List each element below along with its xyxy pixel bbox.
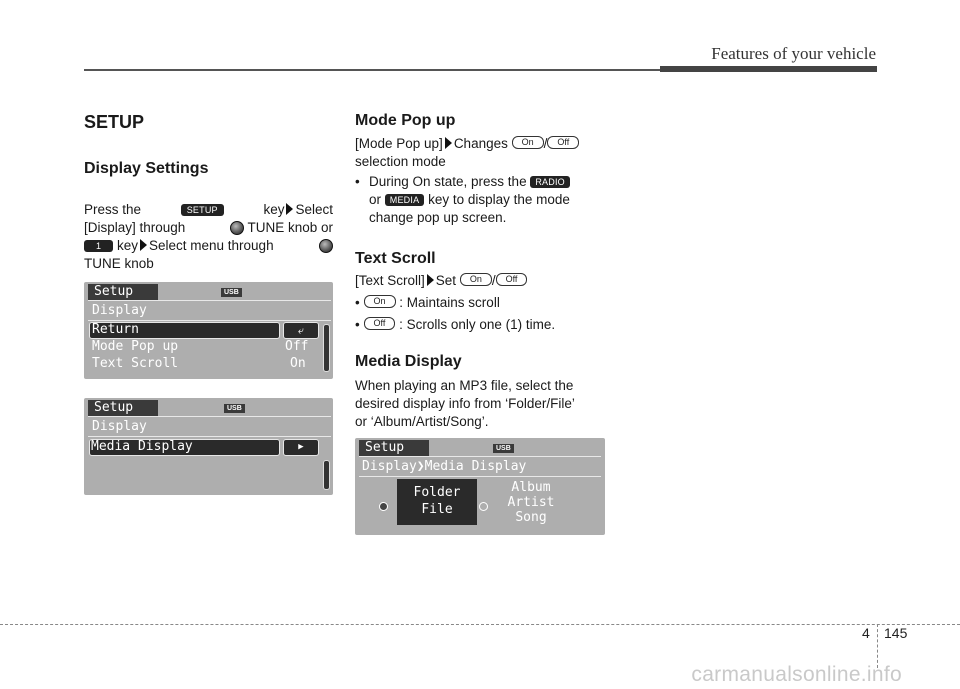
display-settings-heading: Display Settings bbox=[84, 160, 209, 177]
radio-selected-icon[interactable] bbox=[379, 502, 388, 511]
setup-key: SETUP bbox=[181, 204, 224, 216]
bullet: • bbox=[355, 295, 360, 310]
header-rule-accent bbox=[660, 66, 877, 72]
mode-popup-heading: Mode Pop up bbox=[355, 112, 456, 129]
arrow-right-icon bbox=[427, 274, 434, 286]
media-display-screen bbox=[355, 438, 605, 535]
screen-path: Display❯Media Display bbox=[362, 459, 527, 474]
option-line: Folder bbox=[413, 485, 461, 500]
page-number: 145 bbox=[884, 625, 908, 641]
off-badge: Off bbox=[547, 136, 579, 149]
text: key bbox=[263, 202, 285, 217]
menu-row-text-scroll[interactable]: Text Scroll bbox=[92, 356, 179, 371]
divider bbox=[88, 300, 331, 301]
text: [Text Scroll] bbox=[355, 273, 425, 288]
key-1: 1 bbox=[84, 240, 113, 252]
usb-badge: USB bbox=[493, 444, 514, 453]
text-scroll-body bbox=[355, 272, 610, 334]
chapter-number: 4 bbox=[862, 625, 870, 641]
screen-path: Display bbox=[92, 303, 147, 318]
off-badge: Off bbox=[364, 317, 396, 330]
on-badge: On bbox=[364, 295, 396, 308]
text: or bbox=[369, 192, 382, 207]
screen-path: Display bbox=[92, 419, 147, 434]
divider bbox=[88, 416, 331, 417]
text: TUNE knob bbox=[84, 256, 154, 271]
radio-key: RADIO bbox=[530, 176, 570, 188]
option-line: File bbox=[421, 502, 453, 517]
screen-tab: Setup bbox=[88, 284, 158, 300]
divider bbox=[88, 320, 331, 321]
text: selection mode bbox=[355, 154, 446, 169]
text: [Mode Pop up] bbox=[355, 136, 443, 151]
off-badge: Off bbox=[496, 273, 528, 286]
text: [Display] through bbox=[84, 220, 186, 235]
divider bbox=[359, 476, 601, 477]
option-line: Artist bbox=[507, 495, 555, 510]
text: desired display info from ‘Folder/File’ bbox=[355, 396, 575, 411]
media-display-body bbox=[355, 377, 610, 431]
on-badge: On bbox=[460, 273, 492, 286]
tune-knob-icon bbox=[230, 221, 244, 235]
text: key bbox=[116, 238, 138, 253]
on-badge: On bbox=[512, 136, 544, 149]
watermark: carmanualsonline.info bbox=[691, 663, 902, 686]
option-album-artist-song[interactable] bbox=[491, 479, 571, 525]
menu-row-media-display[interactable]: Media Display bbox=[91, 439, 193, 454]
text: When playing an MP3 file, select the bbox=[355, 378, 574, 393]
enter-button[interactable]: ▶ bbox=[283, 439, 319, 456]
text: Changes bbox=[453, 136, 508, 151]
text: Select menu through bbox=[149, 238, 274, 253]
display-settings-body bbox=[84, 201, 333, 273]
setup-display-screen bbox=[84, 282, 333, 379]
footer-divider bbox=[877, 624, 878, 668]
text: During On state, press the bbox=[369, 174, 527, 189]
text: / bbox=[491, 273, 496, 288]
screen-tab: Setup bbox=[88, 400, 158, 416]
header-rule bbox=[84, 69, 660, 71]
text: key to display the mode bbox=[428, 192, 570, 207]
return-button[interactable]: ⤶ bbox=[283, 322, 319, 339]
text: Select bbox=[295, 202, 333, 217]
arrow-right-icon bbox=[445, 137, 452, 149]
section-title: SETUP bbox=[84, 112, 145, 132]
divider bbox=[88, 436, 331, 437]
option-folder-file[interactable] bbox=[397, 479, 477, 525]
text: : Scrolls only one (1) time. bbox=[399, 317, 556, 332]
text: or ‘Album/Artist/Song’. bbox=[355, 414, 489, 429]
text: Set bbox=[435, 273, 457, 288]
text-scroll-heading: Text Scroll bbox=[355, 250, 436, 267]
text: : Maintains scroll bbox=[399, 295, 500, 310]
mode-popup-body bbox=[355, 135, 610, 227]
arrow-right-icon bbox=[140, 239, 147, 251]
screen-tab: Setup bbox=[359, 440, 429, 456]
text-scroll-value: On bbox=[290, 356, 306, 371]
divider bbox=[359, 456, 601, 457]
scrollbar[interactable] bbox=[323, 460, 330, 490]
menu-row-mode-popup[interactable]: Mode Pop up bbox=[92, 339, 179, 354]
usb-badge: USB bbox=[221, 288, 242, 297]
text: change pop up screen. bbox=[369, 210, 507, 225]
footer-rule bbox=[0, 624, 960, 625]
option-line: Album bbox=[511, 480, 551, 495]
menu-row-return[interactable]: Return bbox=[92, 322, 139, 337]
media-display-heading: Media Display bbox=[355, 353, 462, 370]
option-line: Song bbox=[515, 510, 547, 525]
text: Press the bbox=[84, 202, 142, 217]
running-header: Features of your vehicle bbox=[711, 44, 876, 63]
setup-media-screen bbox=[84, 398, 333, 495]
text: TUNE knob or bbox=[247, 220, 333, 235]
mode-popup-value: Off bbox=[285, 339, 309, 354]
arrow-right-icon bbox=[286, 203, 293, 215]
scrollbar[interactable] bbox=[323, 324, 330, 372]
bullet: • bbox=[355, 317, 360, 332]
usb-badge: USB bbox=[224, 404, 245, 413]
text: / bbox=[543, 136, 548, 151]
radio-unselected-icon[interactable] bbox=[479, 502, 488, 511]
bullet: • bbox=[355, 174, 360, 189]
tune-knob-icon bbox=[319, 239, 333, 253]
media-key: MEDIA bbox=[385, 194, 425, 206]
